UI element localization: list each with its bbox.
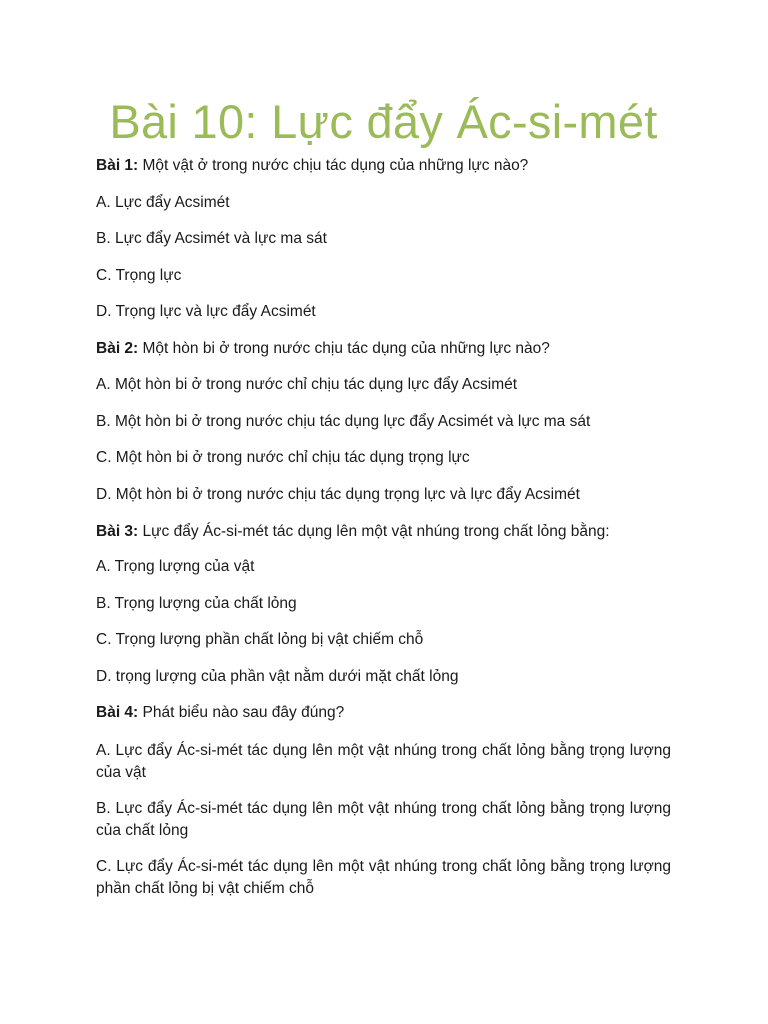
question-2	[96, 339, 671, 505]
answer-option: A. Một hòn bi ở trong nước chỉ chịu tác dụng lực đẩy Acsimét	[96, 376, 518, 393]
answer-option: A. Lực đẩy Acsimét	[96, 193, 230, 211]
answer-option: C. Trọng lượng phần chất lỏng bị vật chiếm chỗ	[96, 631, 424, 648]
answer-option: D. Trọng lực và lực đẩy Acsimét	[96, 303, 316, 320]
question-prompt	[96, 703, 671, 723]
answer-option: A. Trọng lượng của vật	[96, 558, 255, 575]
question-text: Một vật ở trong nước chịu tác dụng của những lực nào?	[138, 157, 529, 174]
question-4	[96, 703, 671, 900]
answer-option: D. Một hòn bi ở trong nước chịu tác dụng trọng lực và lực đẩy Acsimét	[96, 485, 580, 503]
answer-option: C. Một hòn bi ở trong nước chỉ chịu tác dụng trọng lực	[96, 449, 470, 466]
answer-option: C. Trọng lực	[96, 266, 182, 284]
question-prompt	[96, 156, 671, 176]
answer-option: A. Lực đẩy Ác-si-mét tác dụng lên một vật nhúng trong chất lỏng bằng trọng lượng của vật	[96, 741, 671, 781]
question-label: Bài 4:	[96, 704, 139, 721]
answer-option: D. trọng lượng của phần vật nằm dưới mặt chất lỏng	[96, 667, 459, 685]
question-label: Bài 3:	[96, 523, 139, 540]
question-text: Phát biểu nào sau đây đúng?	[138, 704, 345, 721]
question-list	[96, 156, 671, 900]
page-title: Bài 10: Lực đẩy Ác-si-mét	[109, 95, 658, 148]
question-label: Bài 2:	[96, 339, 139, 357]
question-3	[96, 521, 671, 687]
question-1	[96, 156, 671, 322]
answer-option: B. Trọng lượng của chất lỏng	[96, 594, 297, 612]
question-label: Bài 1:	[96, 157, 139, 174]
answer-option: C. Lực đẩy Ác-si-mét tác dụng lên một vật nhúng trong chất lỏng bằng trọng lượng phần chất lỏng bị vật chiếm chỗ	[96, 857, 671, 897]
question-text: Một hòn bi ở trong nước chịu tác dụng của những lực nào?	[138, 339, 550, 357]
answer-option: B. Một hòn bi ở trong nước chịu tác dụng lực đẩy Acsimét và lực ma sát	[96, 412, 591, 430]
document-page	[96, 0, 671, 914]
question-text: Lực đẩy Ác-si-mét tác dụng lên một vật nhúng trong chất lỏng bằng:	[138, 523, 610, 540]
question-prompt	[96, 521, 671, 543]
answer-option: B. Lực đẩy Ác-si-mét tác dụng lên một vật nhúng trong chất lỏng bằng trọng lượng của chất lỏng	[96, 799, 671, 839]
question-prompt	[96, 339, 671, 359]
answer-option: B. Lực đẩy Acsimét và lực ma sát	[96, 230, 327, 247]
